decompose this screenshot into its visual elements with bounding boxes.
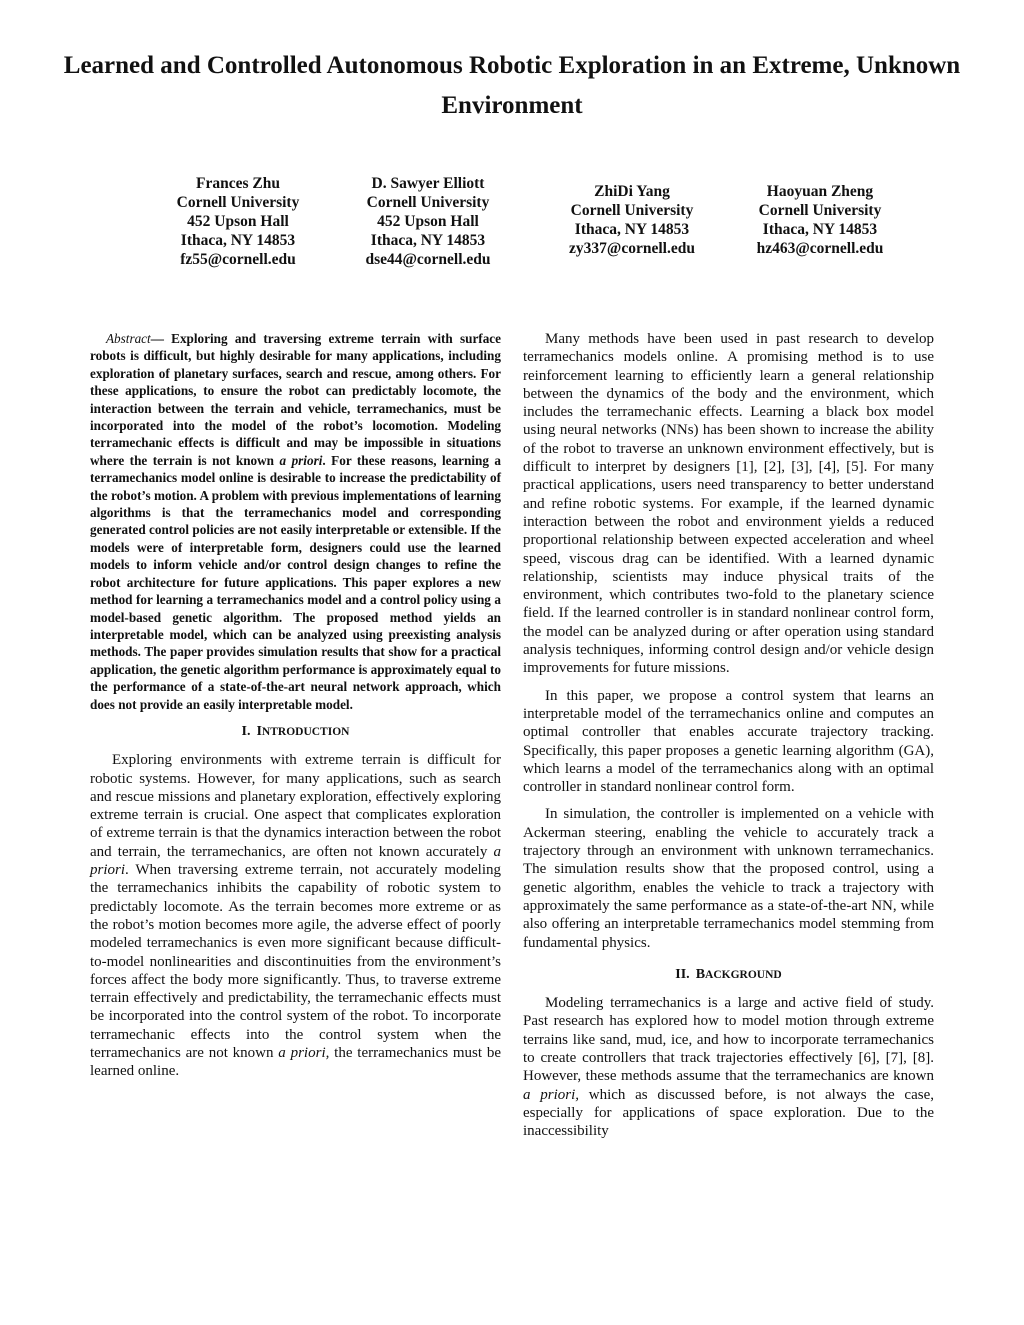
author-3 (532, 182, 732, 258)
intro-paragraph (90, 751, 501, 1080)
paragraph-simulation: In simulation, the controller is implemented on a vehicle with Ackerman steering, enabling the vehicle to accurately track a trajectory through an environment with unknown terramechanics. The simulation results show that the proposed control, using a genetic algorithm, enables the vehicle to track a trajectory with approximately the same performance as a state-of-the-art NN, while also offering an interpretable terramechanics model stemming from fundamental physics. (523, 806, 934, 951)
section-number: II. (675, 966, 690, 982)
background-paragraph (523, 994, 934, 1140)
author-city: Ithaca, NY 14853 (574, 221, 690, 238)
author-2 (328, 174, 528, 269)
section-title: ACKGROUND (705, 968, 782, 981)
section-heading-background (523, 966, 934, 984)
author-name: Haoyuan Zheng (766, 183, 874, 200)
author-name: D. Sawyer Elliott (371, 175, 485, 192)
author-affiliation: Cornell University (366, 194, 490, 211)
author-affiliation: Cornell University (176, 194, 300, 211)
section-initial: B (695, 966, 706, 982)
intro-italic-1: a priori (90, 843, 501, 879)
abstract-text: Exploring and traversing extreme terrain with surface robots is difficult, but highly desirable for many applications, including exploration of planetary surfaces, search and rescue, among others. For these applications, to ensure the robot can predictably locomote, the interaction between the terrain and vehicle, terramechanics, must be incorporated into the model of the robot’s locomotion. Modeling terramechanic effects is difficult and may be impossible in situations where the terrain is not known (90, 331, 501, 468)
abstract-label: Abstract (106, 331, 151, 346)
intro-text-c: the terramechanics must be learned online. (90, 1044, 501, 1080)
author-affiliation: Cornell University (758, 202, 882, 219)
abstract-italic: a priori (279, 452, 323, 468)
author-city: Ithaca, NY 14853 (370, 232, 486, 249)
author-email: hz463@cornell.edu (756, 240, 884, 257)
section-heading-introduction (90, 723, 501, 741)
intro-italic-2: a priori, (278, 1044, 330, 1061)
paper-title: Learned and Controlled Autonomous Robotic Exploration in an Extreme, Unknown Environment (63, 52, 961, 119)
section-number: I. (241, 723, 251, 739)
background-text-b: which as discussed before, is not always the case, especially for applications of space exploration. Due to the inaccessibility (523, 1086, 934, 1140)
abstract-text-2: . For these reasons, learning a terramechanics model online is desirable to increase the predictability of the robot’s motion. A problem with previous implementations of learning algorithms is that the terramechanics model and corresponding generated control policies are not easily interpretable or extensible. If the models were of interpretable form, designers could use the learned models to inform vehicle and/or control design changes to refine the robot architecture for future applications. This paper explores a new method for learning a terramechanics model and a control policy using a model-based genetic algorithm. The proposed method yields an interpretable model, which can be analyzed using preexisting analysis methods. The paper provides simulation results that show for a practical application, the genetic algorithm performance is approximately equal to the performance of a state-of-the-art neural network approach, which does not provide an easily interpretable model. (90, 452, 501, 712)
author-email: zy337@cornell.edu (569, 240, 695, 257)
author-address: 452 Upson Hall (187, 213, 289, 230)
abstract-dash: — (150, 331, 172, 346)
author-address: 452 Upson Hall (377, 213, 479, 230)
paragraph-methods: Many methods have been used in past research to develop terramechanics models online. A promising method is to use reinforcement learning to efficiently learn a general relationship between the dynamics of the body and the environment, which includes the terramechanic effects. Learning a black box model using neural networks (NNs) has been shown to increase the ability of the robot to traverse an unknown environment effectively, but is difficult to interpret by designers [1], [2], [3], [4], [5]. For many practical applications, users need transparency to better understand and refine robotic systems. For example, if the learned dynamic interaction between the robot and environment yields a reduced proportional relationship between expected acceleration and wheel speed, viscous drag can be identified. With a learned dynamic relationship, scientists may induce physical traits of the environment, which contributes two-fold to the planetary science field. If the learned controller is in standard nonlinear control form, the model can be analyzed during or after operation using standard analysis techniques, informing control design and/or vehicle design improvements for future missions. (523, 331, 934, 677)
abstract (90, 330, 501, 713)
intro-text-b: . When traversing extreme terrain, not accurately modeling the terramechanics inhibits the capability of robotic system to predictably locomote. As the terrain becomes more extreme or as the robot’s motion becomes more agile, the adverse effect of poorly modeled terramechanics is even more significant because difficult-to-model nonlinearities and discontinuities from the environment’s forces affect the body more significantly. Thus, to traverse extreme terrain effectively and predictability, the terramechanic effects must be incorporated into the control system of the robot. To incorporate terramechanic effects into the control system when the terramechanics are not known (90, 862, 501, 1061)
author-name: ZhiDi Yang (594, 183, 670, 200)
intro-text-a: Exploring environments with extreme terrain is difficult for robotic systems. However, for many applications, such as search and rescue missions and planetary exploration, effectively exploring extreme terrain is crucial. One aspect that complicates exploration of extreme terrain is that the dynamics interaction between the robot and terrain, the terramechanics, are often not known accurately (90, 752, 501, 860)
paragraph-proposal: In this paper, we propose a control system that learns an interpretable model of the terramechanics online and computes an optimal controller that enables accurate trajectory tracking. Specifically, this paper proposes a genetic learning algorithm (GA), which learns a model of the terramechanics along with an optimal controller in standard nonlinear control form. (523, 687, 934, 796)
section-initial: I (256, 723, 262, 739)
author-email: dse44@cornell.edu (365, 251, 491, 268)
background-text-a: Modeling terramechanics is a large and active field of study. Past research has explored how to model motion through extreme terrains like sand, mud, ice, and how to incorporate terramechanics to create controllers that track trajectories effectively [6], [7], [8]. However, these methods assume that the terramechanics are known (523, 995, 934, 1085)
section-title: NTRODUCTION (261, 725, 350, 738)
author-city: Ithaca, NY 14853 (180, 232, 296, 249)
author-affiliation: Cornell University (570, 202, 694, 219)
author-city: Ithaca, NY 14853 (762, 221, 878, 238)
background-italic: a priori, (523, 1086, 579, 1103)
author-name: Frances Zhu (196, 175, 280, 192)
left-column (90, 330, 501, 1081)
author-1 (138, 174, 338, 269)
right-column (523, 330, 934, 1140)
author-4 (720, 182, 920, 258)
author-email: fz55@cornell.edu (180, 251, 296, 268)
